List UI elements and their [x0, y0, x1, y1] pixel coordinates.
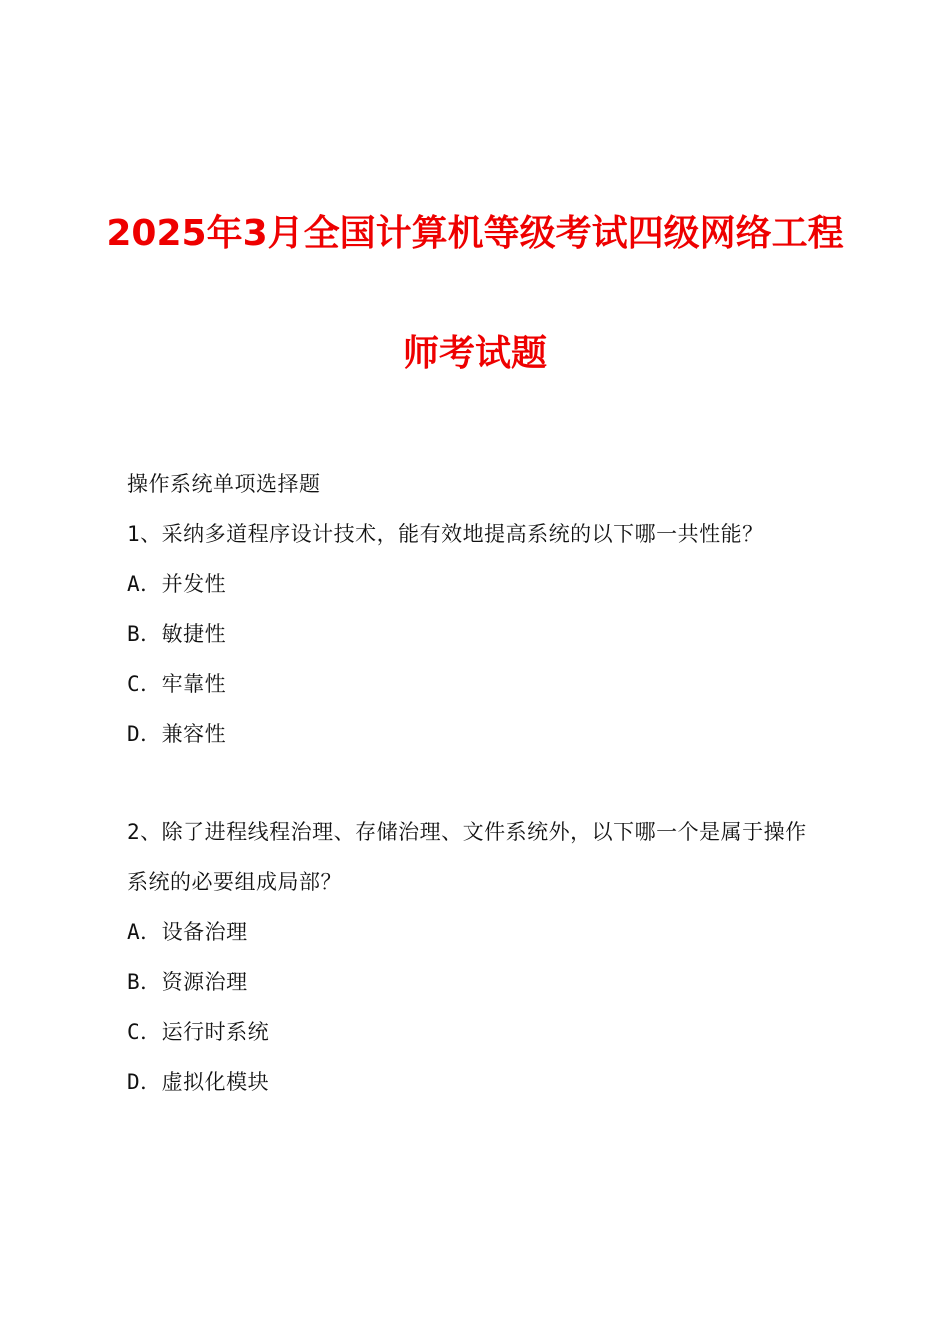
question-2-option-a: A．设备治理	[127, 920, 248, 944]
question-2-option-d: D．虚拟化模块	[127, 1070, 270, 1094]
question-1-option-b: B．敏捷性	[127, 622, 227, 646]
question-1-text: 1、采纳多道程序设计技术，能有效地提高系统的以下哪一共性能？	[127, 522, 764, 546]
question-2-option-b: B．资源治理	[127, 970, 248, 994]
question-1-option-a: A．并发性	[127, 572, 227, 596]
section-heading: 操作系统单项选择题	[127, 472, 321, 496]
question-1-option-d: D．兼容性	[127, 722, 227, 746]
document-title-line-1: 2025年3月全国计算机等级考试四级网络工程	[106, 213, 844, 254]
document-title-line-2: 师考试题	[402, 333, 547, 374]
question-2-text-line-2: 系统的必要组成局部？	[127, 870, 342, 894]
question-2-option-c: C．运行时系统	[127, 1020, 270, 1044]
question-1-option-c: C．牢靠性	[127, 672, 227, 696]
question-2-text-line-1: 2、除了进程线程治理、存储治理、文件系统外，以下哪一个是属于操作	[127, 820, 807, 844]
